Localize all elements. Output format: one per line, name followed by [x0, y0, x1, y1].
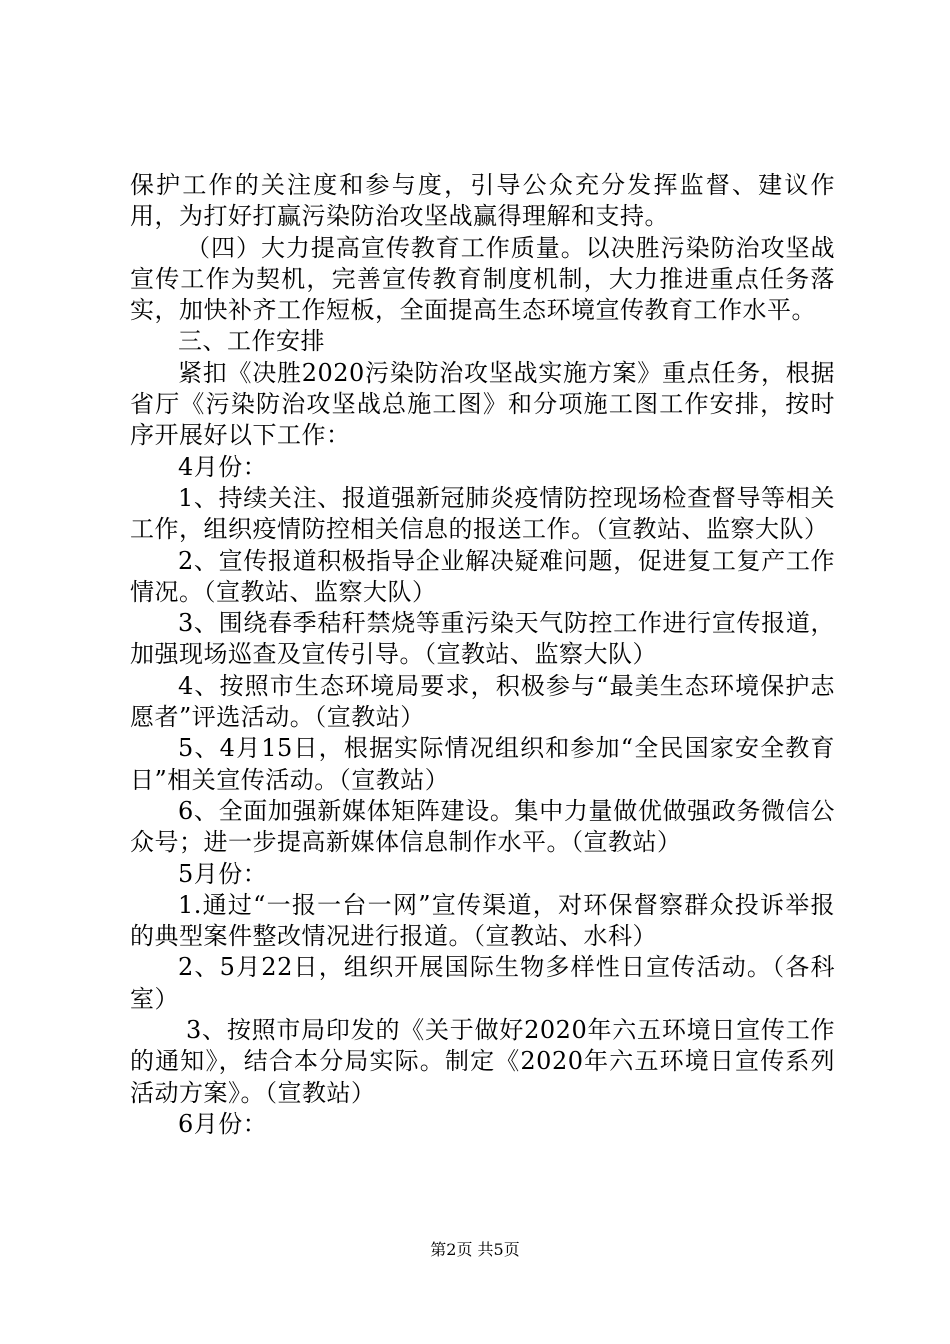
april-item-3: 3、围绕春季秸秆禁烧等重污染天气防控工作进行宣传报道，加强现场巡查及宣传引导。（宣教站、监察大队） [130, 609, 835, 669]
section-heading-work-arrangement: 三、工作安排 [178, 327, 325, 356]
document-body [130, 170, 835, 1140]
paragraph-1: 保护工作的关注度和参与度，引导公众充分发挥监督、建议作用，为打好打赢污染防治攻坚战赢得理解和支持。 [130, 171, 835, 231]
april-item-5: 5、4月15日，根据实际情况组织和参加“全民国家安全教育日”相关宣传活动。（宣教站） [130, 734, 835, 794]
paragraph-4: 紧扣《决胜2020污染防治攻坚战实施方案》重点任务，根据省厅《污染防治攻坚战总施工图》和分项施工图工作安排，按时序开展好以下工作： [130, 358, 835, 450]
month-heading-april: 4月份： [178, 452, 268, 481]
page-number-label: 第2页 共5页 [430, 1240, 520, 1259]
april-item-4: 4、按照市生态环境局要求，积极参与“最美生态环境保护志愿者”评选活动。（宣教站） [130, 671, 835, 732]
month-heading-june: 6月份： [178, 1109, 268, 1138]
page-footer [0, 1240, 950, 1260]
may-item-2: 2、5月22日，组织开展国际生物多样性日宣传活动。（各科室） [130, 953, 835, 1013]
paragraph-2: （四）大力提高宣传教育工作质量。以决胜污染防治攻坚战宣传工作为契机，完善宣传教育制度机制，大力推进重点任务落实，加快补齐工作短板，全面提高生态环境宣传教育工作水平。 [130, 233, 835, 325]
month-heading-may: 5月份： [178, 859, 268, 888]
april-item-2: 2、宣传报道积极指导企业解决疑难问题，促进复工复产工作情况。（宣教站、监察大队） [130, 546, 835, 606]
april-item-1: 1、持续关注、报道强新冠肺炎疫情防控现场检查督导等相关工作，组织疫情防控相关信息的报送工作。（宣教站、监察大队） [130, 483, 835, 544]
may-item-3: 3、按照市局印发的《关于做好2020年六五环境日宣传工作的通知》，结合本分局实际。制定《2020年六五环境日宣传系列活动方案》。（宣教站） [130, 1016, 835, 1107]
may-item-1: 1.通过“一报一台一网”宣传渠道，对环保督察群众投诉举报的典型案件整改情况进行报道。（宣教站、水科） [130, 890, 835, 951]
april-item-6: 6、全面加强新媒体矩阵建设。集中力量做优做强政务微信公众号；进一步提高新媒体信息制作水平。（宣教站） [130, 796, 835, 857]
